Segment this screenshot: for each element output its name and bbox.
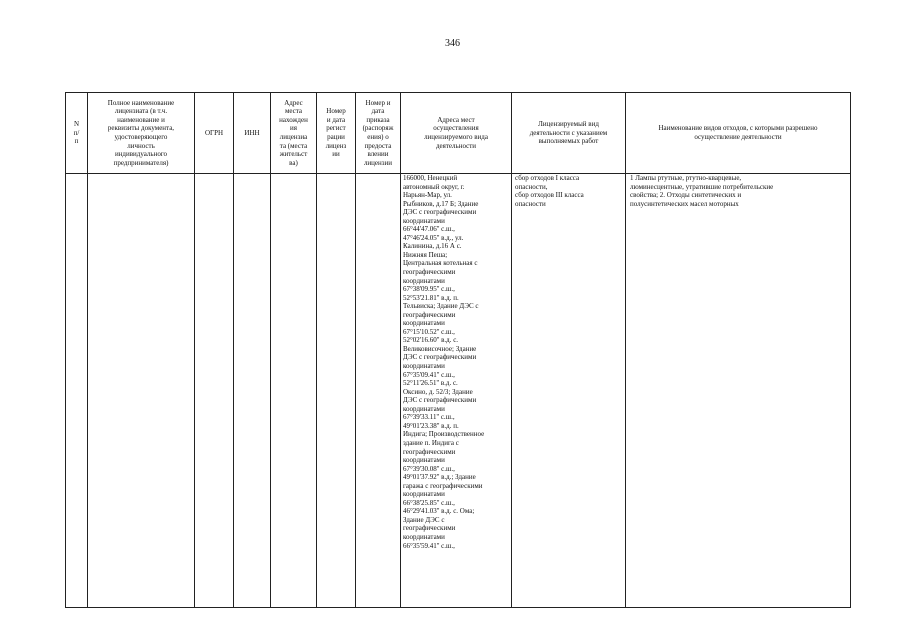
cell-text-line: опасности (515, 199, 546, 208)
header-text-line: Номер (326, 107, 346, 116)
header-text-line: лицензии (363, 158, 393, 167)
header-text-line: Адреса мест (437, 115, 475, 124)
cell-text-line: гаража с географическими (403, 481, 483, 490)
cell-text-line: координатами (403, 319, 445, 328)
cell-text-line: 66°38'25.85'' с.ш., (403, 498, 455, 507)
license-registry-table (65, 92, 851, 608)
cell-licensee-name (88, 174, 195, 608)
cell-activity-type (512, 174, 626, 608)
header-text-line: регист (326, 124, 346, 133)
header-cell-location (271, 93, 317, 174)
cell-text-line: 66°35'59.41'' с.ш., (403, 541, 455, 550)
header-text-line: Полное наименование (107, 98, 175, 107)
header-text-line: п (74, 137, 79, 146)
cell-text-line: автономный округ, г. (403, 182, 465, 191)
header-text-line: нахожден (279, 115, 308, 124)
cell-text-line: координатами (403, 490, 445, 499)
cell-text-line: географическими (403, 310, 456, 319)
header-cell-activity-type (512, 93, 626, 174)
cell-waste-types (626, 174, 851, 608)
cell-text-line: 67°38'09.95'' с.ш., (403, 285, 455, 294)
cell-text-line: ДЭС с географическими (403, 396, 477, 405)
header-cell-activity-addresses (401, 93, 512, 174)
cell-license-number (317, 174, 356, 608)
header-text-line: та (места (279, 141, 308, 150)
cell-text-line: Здание ДЭС с (403, 515, 445, 524)
cell-text-line: координатами (403, 532, 445, 541)
header-text-line: рации (327, 133, 345, 141)
cell-text-line: Нижняя Пеша; (403, 250, 448, 259)
cell-text-line: Центральная котельная с (403, 259, 478, 268)
cell-text-line: географическими (403, 447, 456, 456)
header-cell-ogrn (195, 93, 234, 174)
cell-text-line: Тельвиска; Здание ДЭС с (403, 302, 479, 311)
header-text-line: деятельности (435, 141, 477, 150)
cell-text-line: полусинтетических масел моторных (630, 199, 739, 208)
header-text-line: влении (367, 150, 389, 159)
header-cell-license-number (317, 93, 356, 174)
header-text-line: лицензиата (в т.ч. (114, 107, 168, 116)
cell-text-line: географическими (403, 524, 456, 533)
header-text-line: лицензиа (279, 133, 308, 141)
header-text-line: приказа (366, 115, 390, 124)
header-text-line: ия (290, 124, 297, 133)
header-text-line: выполняемых работ (538, 137, 599, 146)
header-cell-licensee-name (88, 93, 195, 174)
cell-text-line: ДЭС с географическими (403, 208, 477, 217)
cell-text-line: 67°39'33.11'' с.ш., (403, 413, 455, 422)
cell-text-line: 49°01'37.92'' в.д.; Здание (403, 473, 476, 482)
cell-text-line: Нарьян-Мар, ул. (403, 191, 452, 200)
table-row (66, 174, 851, 608)
cell-text-line: 49°01'23.38'' в.д. п. (403, 421, 459, 430)
header-text-line: деятельности с указанием (529, 128, 608, 137)
header-text-line: личность (127, 141, 155, 150)
header-text-line: ИНН (244, 128, 260, 137)
cell-text-line: свойства; 2. Отходы синтетических и (630, 191, 742, 200)
cell-text-line: ДЭС с географическими (403, 353, 477, 362)
cell-text-line: координатами (403, 216, 445, 225)
header-text-line: (распоряж (362, 124, 394, 133)
cell-text-line: координатами (403, 362, 445, 371)
cell-text-line: Рыбников, д.17 Б; Здание (403, 199, 479, 208)
cell-text-line: 46°29'41.03'' в.д. с. Ома; (403, 507, 475, 516)
cell-text-line: географическими (403, 268, 456, 277)
table-header-row (66, 93, 851, 174)
header-text-line: ва) (289, 158, 298, 167)
cell-text-line: 67°35'09.41'' с.ш., (403, 370, 455, 379)
header-text-line: индивидуального (114, 150, 168, 159)
cell-text-line: Калинина, д.16 А с. (403, 242, 462, 251)
header-text-line: ения) о (367, 133, 389, 141)
cell-text-line: 52°11'26.51'' в.д. с. (403, 379, 458, 388)
header-text-line: удостоверяющего (114, 133, 168, 141)
header-text-line: места (284, 107, 303, 116)
cell-text-line: 52°02'16.60'' в.д. с. (403, 336, 459, 345)
cell-text-line: сбор отходов III класса (515, 191, 584, 200)
header-text-line: предоста (364, 141, 392, 150)
cell-number (66, 174, 88, 608)
cell-text-line: 66°44'47.06'' с.ш., (403, 225, 455, 234)
header-text-line: ии (332, 150, 340, 159)
cell-text-line: 67°15'10.52'' с.ш., (403, 327, 455, 336)
cell-location (271, 174, 317, 608)
cell-activity-addresses (401, 174, 512, 608)
cell-text-line: координатами (403, 456, 445, 465)
cell-text-line: здание п. Индига с (403, 438, 459, 447)
header-text-line: п/ (73, 128, 80, 137)
cell-text-line: 52°53'21.81'' в.д. п. (403, 293, 459, 302)
header-text-line: осуществления (433, 124, 479, 133)
header-text-line: ОГРН (204, 128, 224, 137)
header-text-line: лицензируемого вида (424, 133, 488, 141)
cell-text-line: координатами (403, 404, 445, 413)
cell-text-line: Оксино, д. 52/3; Здание (403, 387, 473, 396)
cell-text-line: сбор отходов I класса (515, 174, 580, 182)
header-text-line: осуществление деятельности (694, 133, 782, 141)
header-text-line: и дата (326, 115, 346, 124)
header-cell-number (66, 93, 88, 174)
header-text-line: Наименование видов отходов, с которыми разрешено (658, 124, 818, 133)
cell-inn (234, 174, 271, 608)
cell-text-line: координатами (403, 276, 445, 285)
cell-text-line: 166000, Ненецкий (403, 174, 458, 182)
header-cell-inn (234, 93, 271, 174)
cell-text-line: опасности, (515, 182, 548, 191)
page-number: 346 (445, 38, 460, 49)
header-text-line: предпринимателя) (113, 158, 169, 167)
cell-text-line: 67°39'30.08'' с.ш., (403, 464, 455, 473)
header-text-line: Лицензируемый вид (538, 120, 599, 129)
cell-text-line: 1 Лампы ртутные, ртутно-кварцевые, (630, 174, 742, 182)
header-text-line: реквизиты документа, (107, 124, 175, 133)
cell-order-number (356, 174, 401, 608)
cell-text-line: Индига; Производственное (403, 430, 485, 439)
cell-text-line: Великовисочное; Здание (403, 344, 477, 353)
header-text-line: наименование и (117, 115, 165, 124)
header-cell-order-number (356, 93, 401, 174)
cell-text-line: люминесцентные, утратившие потребительские (630, 182, 774, 191)
cell-text-line: 47°46'24.05'' в.д., ул. (403, 233, 464, 242)
cell-ogrn (195, 174, 234, 608)
header-cell-waste-types (626, 93, 851, 174)
header-text-line: дата (371, 107, 385, 116)
header-text-line: Адрес (284, 98, 303, 107)
header-text-line: Номер и (365, 98, 391, 107)
header-text-line: жительст (279, 150, 308, 159)
header-text-line: лиценз (325, 141, 347, 150)
header-text-line: N (73, 120, 80, 129)
